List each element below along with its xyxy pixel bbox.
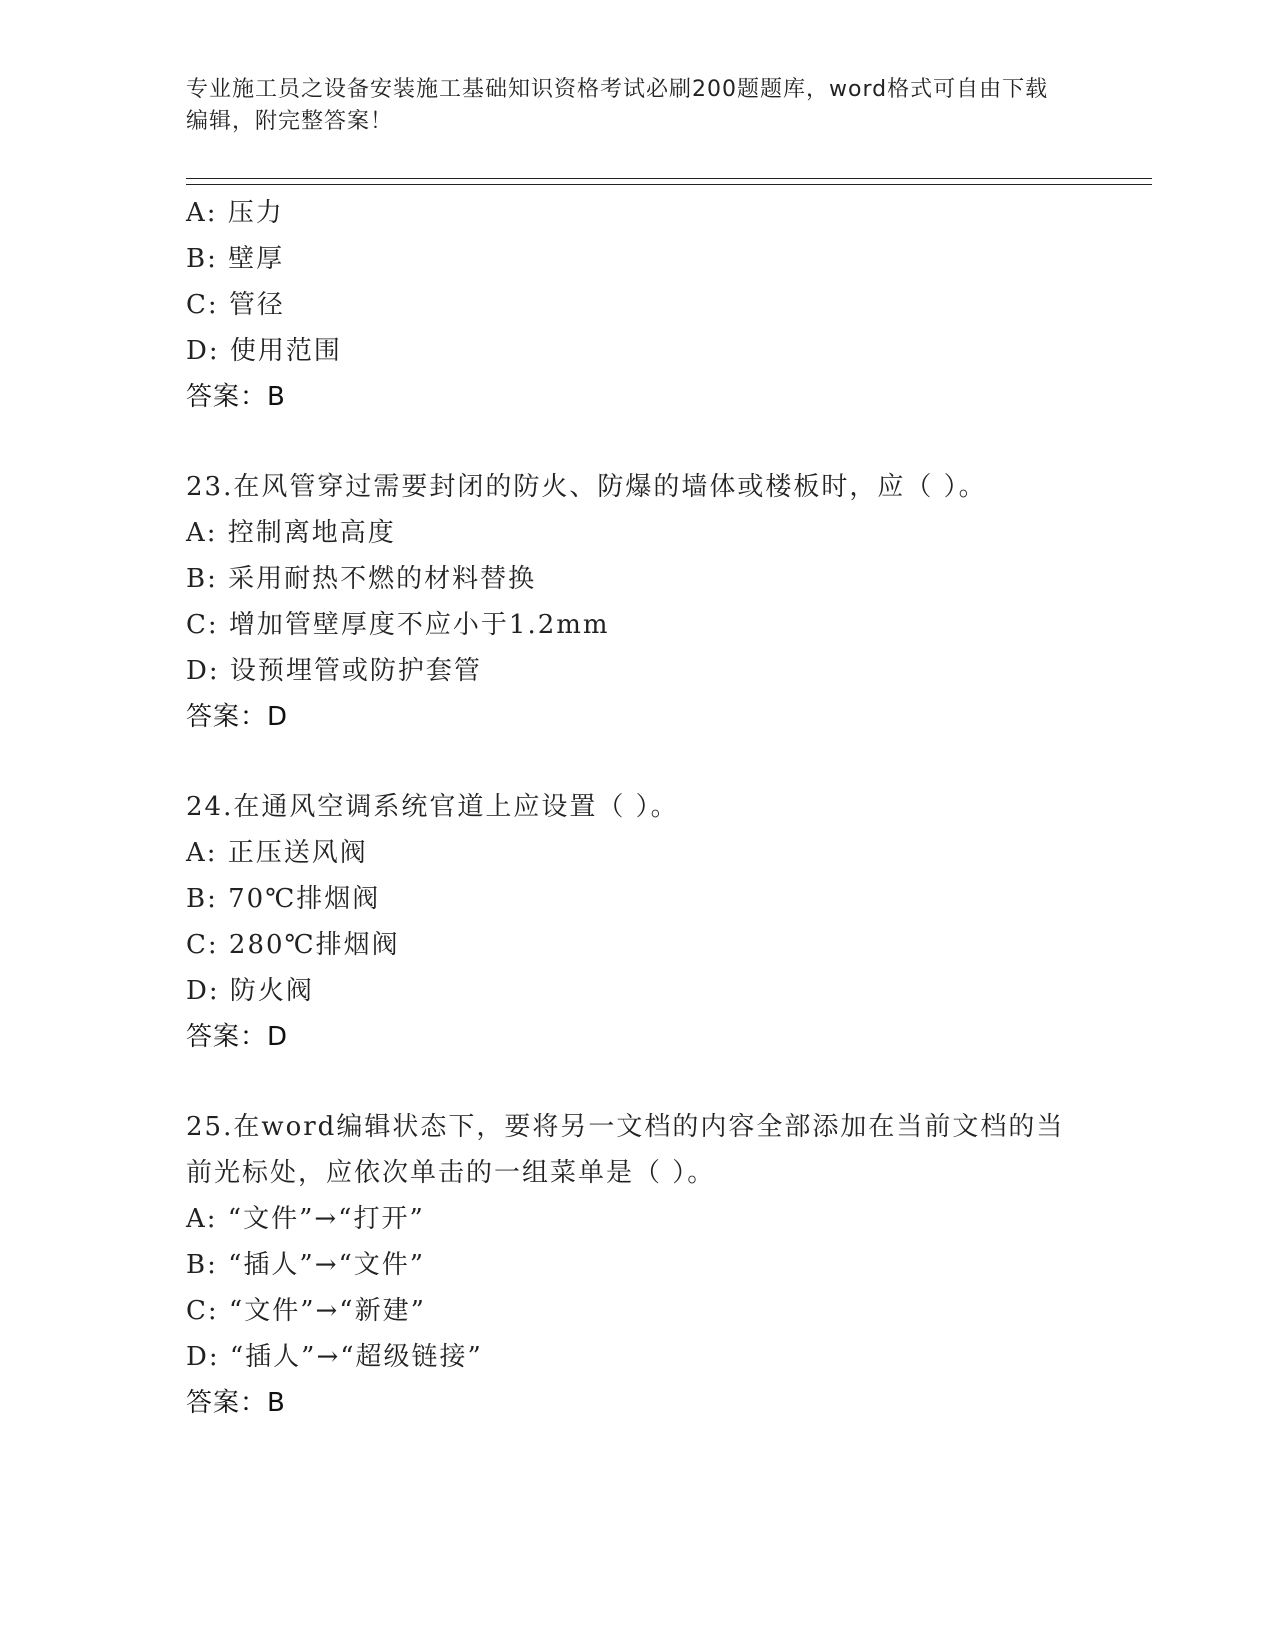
answer-line: 答案：B [186, 382, 286, 412]
question-stem: 25.在word编辑状态下，要将另一文档的内容全部添加在当前文档的当前光标处，应依次单击的一组菜单是（ ）。 [186, 1112, 1065, 1188]
page-header-title: 专业施工员之设备安装施工基础知识资格考试必刷200题题库，word格式可自由下载编辑，附完整答案！ [186, 77, 1049, 134]
answer-line: 答案：B [186, 1388, 286, 1418]
option-c: C: 280℃排烟阀 [186, 930, 400, 960]
option-a: A: 控制离地高度 [186, 518, 396, 548]
question-stem: 24.在通风空调系统官道上应设置（ ）。 [186, 792, 679, 822]
header-double-rule [186, 178, 1152, 185]
option-c: C: 管径 [186, 290, 285, 320]
option-d: D: 防火阀 [186, 976, 314, 1006]
option-c: C: “文件”→“新建” [186, 1296, 426, 1326]
question-block-24 [186, 784, 1126, 1060]
question-block-23 [186, 464, 1126, 740]
option-d: D: “插人”→“超级链接” [186, 1342, 483, 1372]
document-content [186, 190, 1126, 1426]
question-stem: 23.在风管穿过需要封闭的防火、防爆的墙体或楼板时，应（ ）。 [186, 472, 987, 502]
option-a: A: “文件”→“打开” [186, 1204, 425, 1234]
answer-line: 答案：D [186, 1022, 289, 1052]
option-a: A: 压力 [186, 198, 284, 228]
option-b: B: 壁厚 [186, 244, 285, 274]
option-d: D: 使用范围 [186, 336, 342, 366]
question-block-22 [186, 190, 1126, 420]
option-b: B: 70℃排烟阀 [186, 884, 381, 914]
option-b: B: “插人”→“文件” [186, 1250, 426, 1280]
option-d: D: 设预埋管或防护套管 [186, 656, 482, 686]
option-b: B: 采用耐热不燃的材料替换 [186, 564, 537, 594]
question-block-25 [186, 1104, 1126, 1426]
option-a: A: 正压送风阀 [186, 838, 368, 868]
answer-line: 答案：D [186, 702, 289, 732]
option-c: C: 增加管壁厚度不应小于1.2mm [186, 610, 610, 640]
